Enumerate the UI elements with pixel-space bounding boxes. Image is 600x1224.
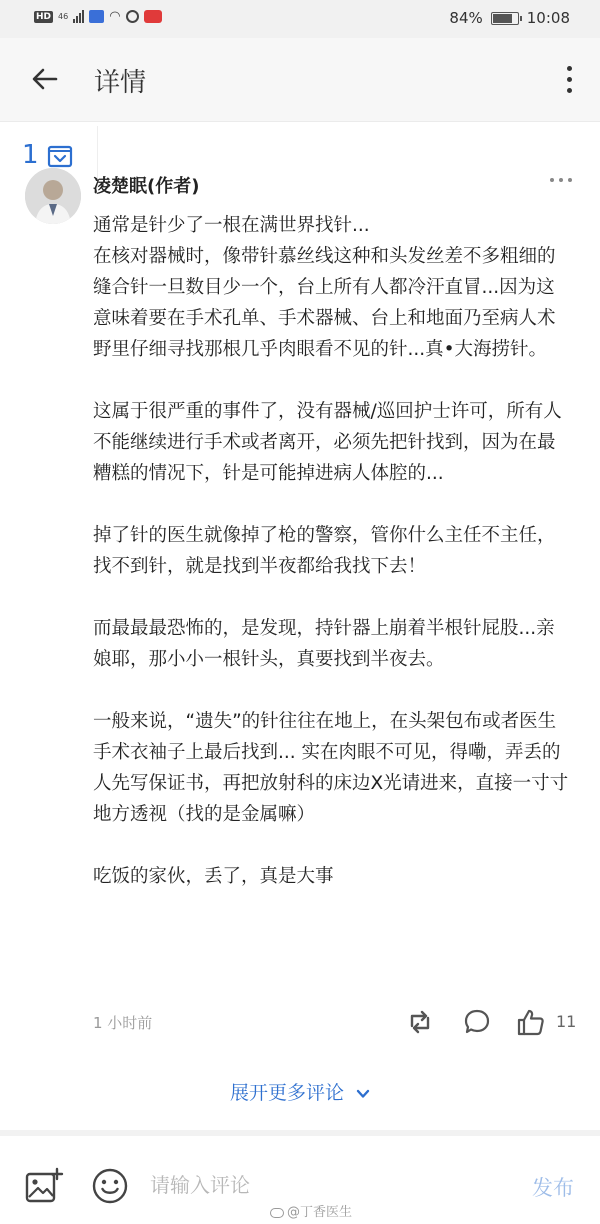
red-app-icon: [144, 10, 162, 23]
weibo-icon: [270, 1208, 284, 1218]
author-name[interactable]: 凌楚眠(作者): [93, 176, 200, 197]
publish-button[interactable]: 发布: [532, 1176, 574, 1200]
network-type: 46: [58, 11, 69, 21]
add-image-icon[interactable]: [24, 1166, 64, 1206]
app-bar: [0, 38, 600, 122]
battery-percent: 84%: [449, 9, 483, 27]
thumbs-up-icon[interactable]: [516, 1006, 546, 1038]
repost-icon[interactable]: [404, 1006, 436, 1038]
comment-paragraph: 而最最最恐怖的，是发现，持针器上崩着半根针屁股...亲娘耶，那小小一根针头，真要找到半夜去。: [93, 618, 555, 670]
expand-comments-button[interactable]: [0, 1078, 600, 1105]
clock: 10:08: [526, 9, 570, 27]
signal-icon: [73, 10, 84, 23]
comment-paragraph: 一般来说，“遗失”的针往往在地上，在头架包布或者医生手术衣袖子上最后找到... 实在肉眼不可见，得嘞，弄丢的人先写保证书，再把放射科的床边X光请进来，直接一寸寸地方透视（找的是金属嘛）: [93, 711, 569, 825]
more-horizontal-icon[interactable]: [550, 178, 572, 182]
comment-paragraph: 这属于很严重的事件了，没有器械/巡回护士许可，所有人不能继续进行手术或者离开，必须先把针找到，因为在最糟糕的情况下，针是可能掉进病人体腔的...: [93, 401, 562, 484]
comment-paragraph: 通常是针少了一根在满世界找针... 在核对器械时，像带针慕丝线这种和头发丝差不多粗细的缝合针一旦数目少一个，台上所有人都冷汗直冒...因为这意味着要在手术孔单、手术器械、台上和地面乃至病人术野里仔细寻找那根几乎肉眼看不见的针...真•大海捞针。: [93, 215, 556, 360]
status-bar: [0, 0, 600, 38]
wifi-icon: ◠: [109, 9, 121, 24]
comment-input[interactable]: [150, 1164, 490, 1206]
battery-icon: [491, 12, 519, 25]
floor-number: 1: [22, 140, 39, 170]
avatar[interactable]: [25, 168, 81, 224]
status-icons-right: [449, 9, 570, 27]
arrow-left-icon[interactable]: [30, 64, 60, 94]
watermark-text: @丁香医生: [286, 1205, 352, 1220]
divider: [0, 1130, 600, 1136]
like-count: 11: [556, 1012, 577, 1031]
more-vertical-icon[interactable]: [567, 66, 572, 93]
circle-status-icon: [126, 10, 139, 23]
hd-badge: HD: [36, 11, 52, 22]
comment-paragraph: 掉了针的医生就像掉了枪的警察，管你什么主任不主任，找不到针，就是找到半夜都给我找下去！: [93, 525, 556, 577]
app-notification-icon: [89, 10, 104, 23]
status-icons-left: [34, 9, 162, 24]
comment-paragraph: 吃饭的家伙，丢了，真是大事: [93, 866, 334, 887]
chevron-down-icon: [356, 1087, 370, 1101]
page-title: 详情: [94, 68, 147, 98]
comment-body: [93, 210, 573, 923]
inbox-check-icon: [46, 142, 74, 170]
expand-comments-label: 展开更多评论: [229, 1082, 344, 1104]
emoji-icon[interactable]: [90, 1166, 130, 1206]
watermark: [270, 1201, 352, 1220]
comment-timestamp: 1 小时前: [93, 1014, 153, 1032]
comment-icon[interactable]: [461, 1006, 493, 1038]
